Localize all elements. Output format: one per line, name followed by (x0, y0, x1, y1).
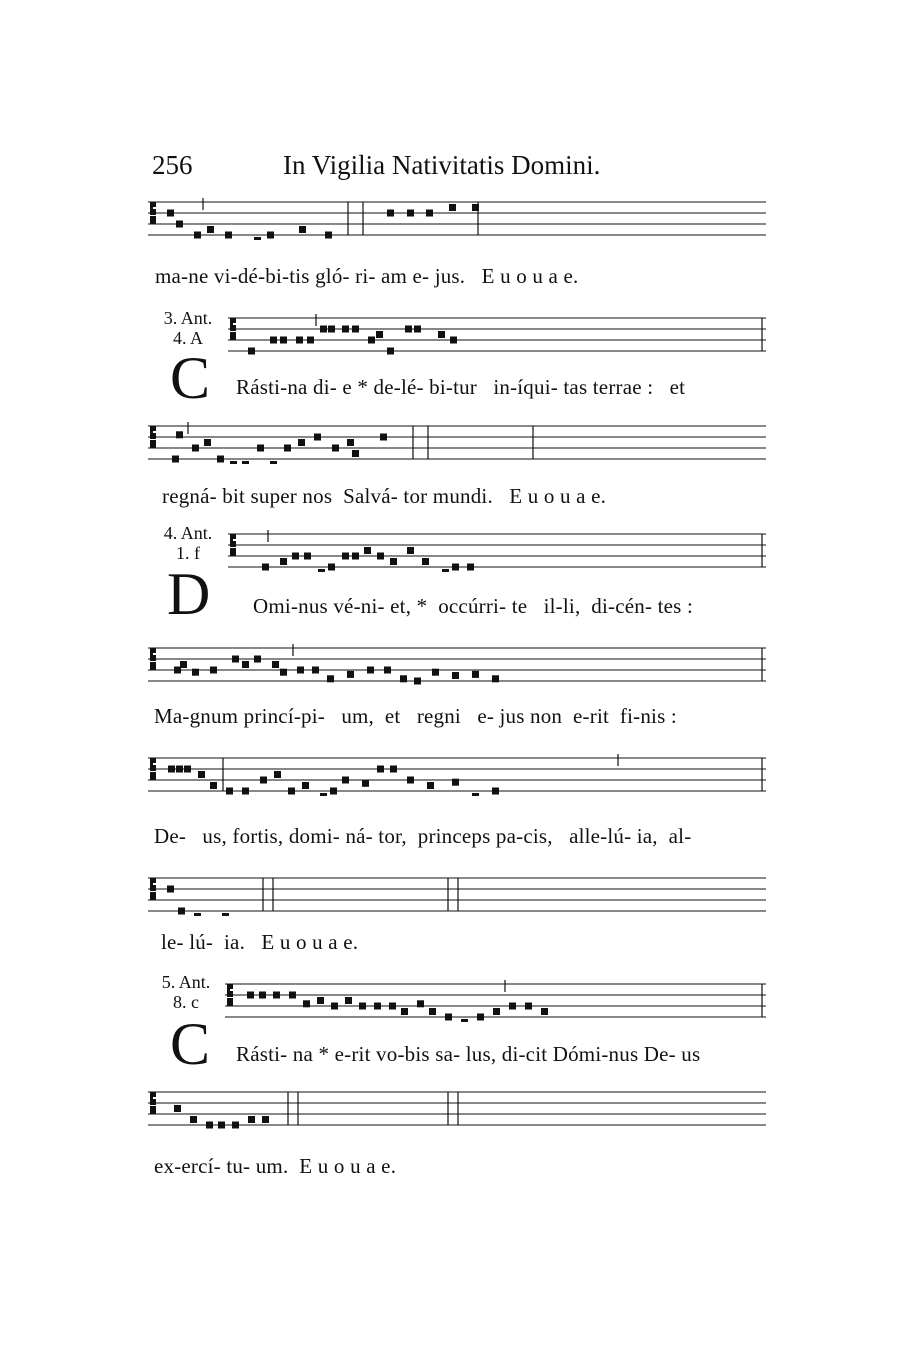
neume-note (541, 1008, 548, 1015)
neume-note (377, 553, 384, 560)
neume-note (342, 326, 349, 333)
neume-note (242, 461, 249, 464)
neume-note (288, 788, 295, 795)
chant-staff (148, 196, 766, 240)
neume-note (438, 331, 445, 338)
neume-note (347, 671, 354, 678)
neume-note (174, 1105, 181, 1112)
neume-note (389, 1003, 396, 1010)
neume-note (292, 553, 299, 560)
neume-note (477, 1014, 484, 1021)
staff-svg (148, 1086, 766, 1130)
neume-note (374, 1003, 381, 1010)
neume-note (304, 553, 311, 560)
neume-note (525, 1003, 532, 1010)
neume-note (198, 771, 205, 778)
chant-staff (228, 312, 766, 356)
chant-staff (228, 528, 766, 572)
neume-note (204, 439, 211, 446)
neume-note (222, 913, 229, 916)
lyrics-line: regná- bit super nos Salvá- tor mundi. E u o u a e. (162, 484, 607, 508)
neume-note (192, 669, 199, 676)
neume-note (297, 667, 304, 674)
neume-note (429, 1008, 436, 1015)
neume-note (407, 210, 414, 217)
neume-note (248, 348, 255, 355)
neume-note (390, 558, 397, 565)
neume-note (401, 1008, 408, 1015)
neume-note (352, 450, 359, 457)
neume-note (390, 766, 397, 773)
neume-note (342, 553, 349, 560)
neume-note (232, 656, 239, 663)
neume-note (230, 461, 237, 464)
neume-note (273, 992, 280, 999)
neume-note (242, 788, 249, 795)
neume-note (307, 337, 314, 344)
neume-note (270, 337, 277, 344)
neume-note (405, 326, 412, 333)
neume-note (414, 678, 421, 685)
neume-note (320, 793, 327, 796)
chant-staff (148, 752, 766, 796)
antiphon-number: 3. Ant. (163, 308, 213, 328)
neume-note (167, 886, 174, 893)
neume-note (328, 564, 335, 571)
neume-note (347, 439, 354, 446)
clef-icon (150, 202, 156, 224)
clef-icon (230, 318, 236, 340)
neume-note (299, 226, 306, 233)
neume-note (184, 766, 191, 773)
neume-note (314, 434, 321, 441)
neume-note (407, 777, 414, 784)
neume-note (225, 232, 232, 239)
neume-note (450, 337, 457, 344)
neume-note (330, 788, 337, 795)
neume-note (467, 564, 474, 571)
neume-note (284, 445, 291, 452)
lyrics-line: Omi-nus vé-ni- et, * occúrri- te il-li, di-cén- tes : (253, 594, 694, 618)
chant-staff (148, 872, 766, 916)
chant-staff (148, 420, 766, 464)
neume-note (427, 782, 434, 789)
antiphon-number: 5. Ant. (161, 972, 211, 992)
neume-note (174, 667, 181, 674)
antiphon-mode: 8. c (173, 992, 199, 1012)
neume-note (176, 766, 183, 773)
lyrics-line: le- lú- ia. E u o u a e. (161, 930, 359, 954)
lyrics-line: ma-ne vi-dé-bi-tis gló- ri- am e- jus. E u o u a e. (155, 264, 579, 288)
neume-note (167, 210, 174, 217)
neume-note (452, 779, 459, 786)
neume-note (387, 210, 394, 217)
neume-note (210, 667, 217, 674)
lyrics-line: Rásti- na * e-rit vo-bis sa- lus, di-cit Dómi-nus De- us (236, 1042, 701, 1066)
neume-note (192, 445, 199, 452)
neume-note (176, 431, 183, 438)
neume-note (298, 439, 305, 446)
staff-svg (148, 752, 766, 796)
neume-note (318, 569, 325, 572)
neume-note (364, 547, 371, 554)
neume-note (262, 564, 269, 571)
staff-svg (148, 642, 766, 686)
neume-note (172, 456, 179, 463)
clef-icon (150, 1092, 156, 1114)
neume-note (272, 661, 279, 668)
neume-note (493, 1008, 500, 1015)
neume-note (262, 1116, 269, 1123)
neume-note (247, 992, 254, 999)
neume-note (190, 1116, 197, 1123)
neume-note (367, 667, 374, 674)
neume-note (218, 1122, 225, 1129)
neume-note (472, 671, 479, 678)
neume-note (445, 1014, 452, 1021)
neume-note (387, 348, 394, 355)
lyrics-line: ex-ercí- tu- um. E u o u a e. (154, 1154, 397, 1178)
neume-note (509, 1003, 516, 1010)
clef-icon (150, 648, 156, 670)
chant-staff (148, 642, 766, 686)
neume-note (492, 675, 499, 682)
neume-note (280, 337, 287, 344)
neume-note (492, 788, 499, 795)
neume-note (380, 434, 387, 441)
staff-svg (228, 312, 766, 356)
neume-note (345, 997, 352, 1004)
neume-note (359, 1003, 366, 1010)
neume-note (194, 232, 201, 239)
neume-note (426, 210, 433, 217)
staff-svg (148, 872, 766, 916)
neume-note (302, 782, 309, 789)
neume-note (400, 675, 407, 682)
neume-note (312, 667, 319, 674)
page-title: In Vigilia Nativitatis Domini. (283, 150, 601, 180)
clef-icon (150, 426, 156, 448)
chant-staff (148, 1086, 766, 1130)
clef-icon (227, 984, 233, 1006)
antiphon-mode: 1. f (176, 543, 200, 563)
initial-letter: C (170, 1011, 211, 1077)
neume-note (417, 1000, 424, 1007)
neume-note (377, 766, 384, 773)
neume-note (317, 997, 324, 1004)
neume-note (180, 661, 187, 668)
neume-note (461, 1019, 468, 1022)
neume-note (257, 445, 264, 452)
neume-note (407, 547, 414, 554)
neume-note (332, 445, 339, 452)
neume-note (168, 766, 175, 773)
staff-svg (228, 528, 766, 572)
page-number: 256 (152, 150, 193, 180)
chant-staff (225, 978, 766, 1022)
neume-note (362, 780, 369, 787)
neume-note (194, 913, 201, 916)
staff-svg (148, 420, 766, 464)
clef-icon (230, 534, 236, 556)
neume-note (449, 204, 456, 211)
neume-note (178, 908, 185, 915)
neume-note (342, 777, 349, 784)
neume-note (414, 326, 421, 333)
neume-note (303, 1000, 310, 1007)
neume-note (270, 461, 277, 464)
neume-note (472, 793, 479, 796)
neume-note (296, 337, 303, 344)
neume-note (352, 553, 359, 560)
neume-note (232, 1122, 239, 1129)
initial-letter: D (167, 561, 211, 627)
neume-note (331, 1003, 338, 1010)
neume-note (280, 669, 287, 676)
lyrics-line: Rásti-na di- e * de-lé- bi-tur in-íqui- tas terrae : et (236, 375, 686, 399)
staff-svg (225, 978, 766, 1022)
neume-note (210, 782, 217, 789)
neume-note (274, 771, 281, 778)
neume-note (267, 232, 274, 239)
clef-icon (150, 758, 156, 780)
neume-note (217, 456, 224, 463)
neume-note (242, 661, 249, 668)
neume-note (320, 326, 327, 333)
neume-note (226, 788, 233, 795)
neume-note (248, 1116, 255, 1123)
neume-note (176, 221, 183, 228)
neume-note (259, 992, 266, 999)
initial-letter: C (170, 345, 211, 411)
neume-note (432, 669, 439, 676)
lyrics-line: Ma-gnum princí-pi- um, et regni e- jus non e-rit fi-nis : (154, 704, 677, 728)
lyrics-line: De- us, fortis, domi- ná- tor, princeps pa-cis, alle-lú- ia, al- (154, 824, 692, 848)
clef-icon (150, 878, 156, 900)
neume-note (368, 337, 375, 344)
neume-note (452, 564, 459, 571)
neume-note (254, 237, 261, 240)
neume-note (422, 558, 429, 565)
neume-note (328, 326, 335, 333)
antiphon-number: 4. Ant. (163, 523, 213, 543)
neume-note (442, 569, 449, 572)
neume-note (260, 777, 267, 784)
neume-note (280, 558, 287, 565)
neume-note (452, 672, 459, 679)
neume-note (254, 656, 261, 663)
neume-note (325, 232, 332, 239)
staff-svg (148, 196, 766, 240)
neume-note (352, 326, 359, 333)
neume-note (376, 331, 383, 338)
neume-note (206, 1122, 213, 1129)
neume-note (207, 226, 214, 233)
neume-note (289, 992, 296, 999)
antiphon-mode: 4. A (172, 328, 203, 348)
neume-note (384, 667, 391, 674)
neume-note (327, 675, 334, 682)
